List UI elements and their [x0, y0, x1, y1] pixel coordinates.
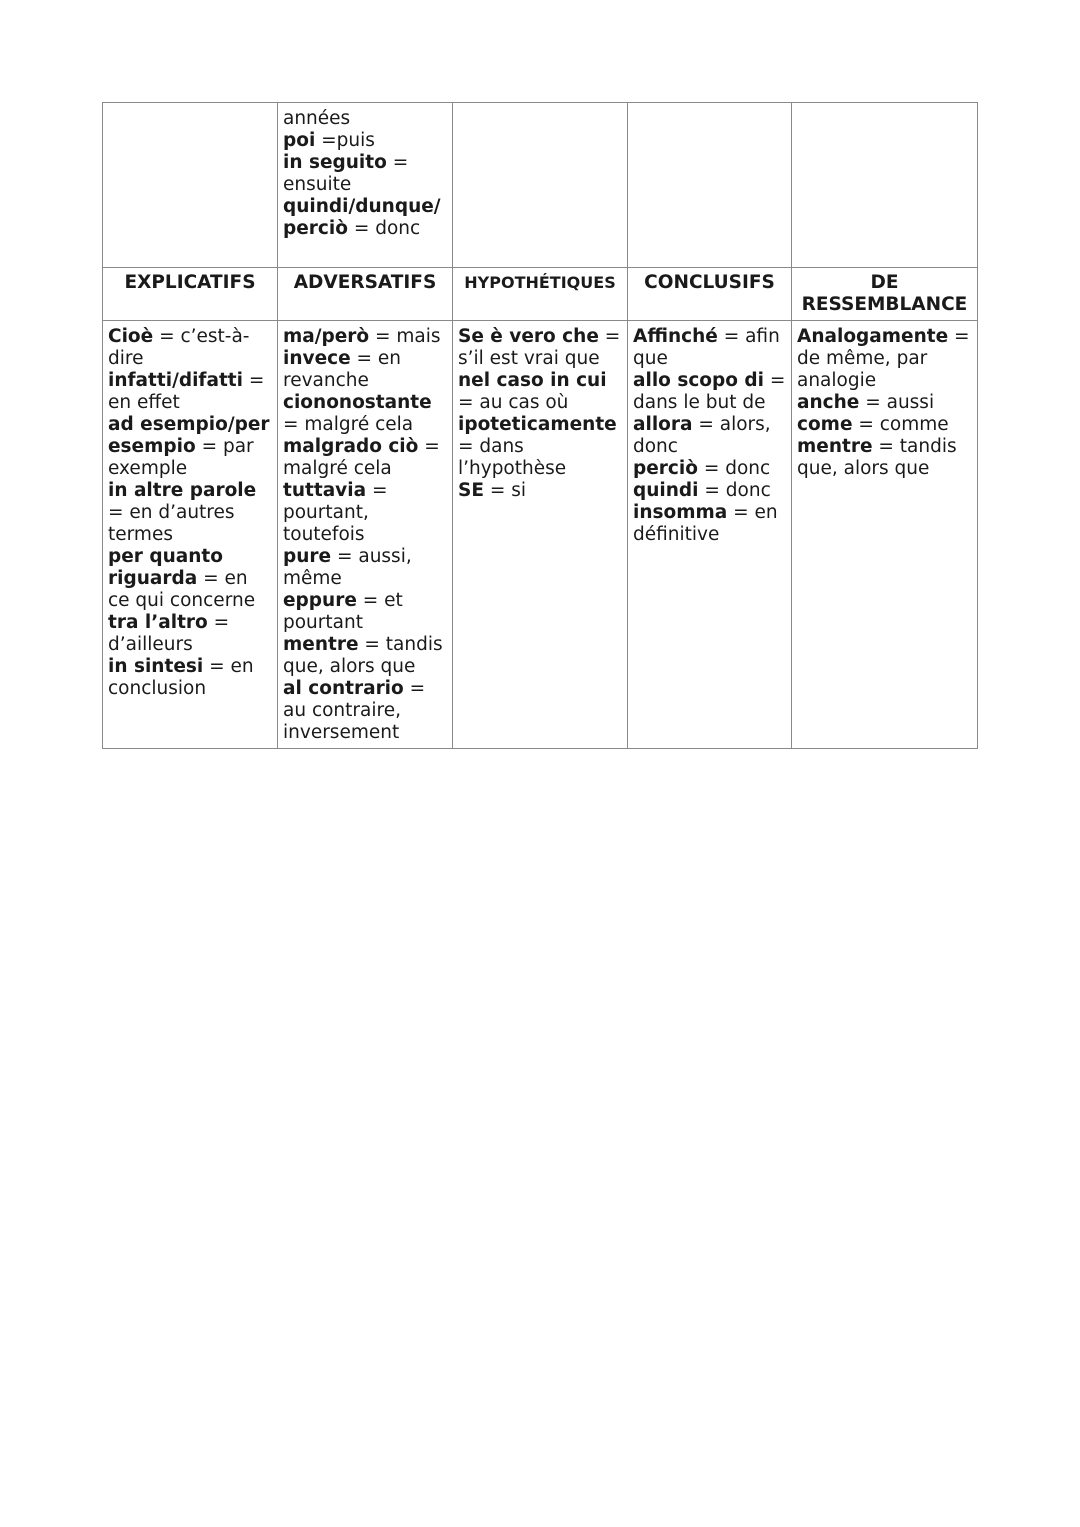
translation: = aussi, même: [283, 546, 412, 589]
term: tuttavia: [283, 480, 367, 501]
connector-entry: [633, 370, 786, 414]
cell-continuation: [278, 103, 453, 268]
column-adversatifs: [278, 321, 453, 749]
term: poi: [283, 130, 316, 151]
connector-entry: [458, 480, 622, 502]
translation: = par exemple: [108, 436, 254, 479]
term: malgrado ciò: [283, 436, 419, 457]
term: invece: [283, 348, 351, 369]
connector-entry: [108, 656, 272, 700]
translation: = dans le but de: [633, 370, 786, 413]
translation: = donc: [347, 218, 421, 239]
translation: = c’est-à-dire: [108, 326, 250, 369]
translation: = tandis que, alors que: [797, 436, 957, 479]
term: ipoteticamente: [458, 414, 617, 435]
connector-entry: [633, 326, 786, 370]
translation: = donc: [698, 480, 771, 501]
translation: = au contraire, inversement: [283, 678, 426, 743]
connector-entry: [797, 326, 972, 392]
translation: = en ce qui concerne: [108, 568, 256, 611]
connector-entry: [283, 678, 447, 744]
term: quindi/dunque/: [283, 196, 441, 217]
connector-entry: [283, 348, 447, 392]
term: allo scopo di: [633, 370, 764, 391]
connector-entry: [797, 414, 972, 436]
connector-entry: [633, 414, 786, 458]
connector-entry: [283, 546, 447, 590]
term: perciò: [633, 458, 698, 479]
header-conclusifs: CONCLUSIFS: [628, 268, 792, 321]
translation: = alors, donc: [633, 414, 771, 457]
translation: = en effet: [108, 370, 265, 413]
translation: = malgré cela: [283, 436, 440, 479]
continuation-line: [283, 108, 447, 130]
connector-entry: [283, 634, 447, 678]
column-explicatifs: [103, 321, 278, 749]
term: per quanto riguarda: [108, 546, 223, 589]
table-header-row: [103, 268, 978, 321]
translation: = en d’autres termes: [108, 502, 235, 545]
term: infatti/difatti: [108, 370, 243, 391]
translation: = en revanche: [283, 348, 402, 391]
column-conclusifs: [628, 321, 792, 749]
translation: = pourtant, toutefois: [283, 480, 388, 545]
header-hypothetiques: HYPOTHÉTIQUES: [453, 268, 628, 321]
connector-entry: [797, 436, 972, 480]
connector-entry: [283, 326, 447, 348]
connector-entry: [108, 612, 272, 656]
header-adversatifs: ADVERSATIFS: [278, 268, 453, 321]
term: al contrario: [283, 678, 404, 699]
term: tra l’altro: [108, 612, 208, 633]
continuation-line: [283, 196, 447, 218]
connector-entry: [633, 458, 786, 480]
translation: = mais: [369, 326, 441, 347]
column-de-ressemblance: [792, 321, 978, 749]
term: ciononostante: [283, 392, 432, 413]
translation: = d’ailleurs: [108, 612, 230, 655]
translation: = si: [483, 480, 527, 501]
term: SE: [458, 480, 484, 501]
term: perciò: [283, 218, 348, 239]
connector-entry: [108, 326, 272, 370]
cell-empty-4: [628, 103, 792, 268]
term: Cioè: [108, 326, 154, 347]
translation: = afin que: [633, 326, 780, 369]
cell-empty-3: [453, 103, 628, 268]
term: allora: [633, 414, 693, 435]
table-row-connectors: [103, 321, 978, 749]
connectors-table: [102, 102, 978, 749]
term: anche: [797, 392, 860, 413]
connector-entry: [283, 392, 447, 436]
column-hypothetiques: [453, 321, 628, 749]
translation: = en conclusion: [108, 656, 254, 699]
header-de-ressemblance: DE RESSEMBLANCE: [792, 268, 978, 321]
term: come: [797, 414, 853, 435]
continuation-line: [283, 130, 447, 152]
term: mentre: [797, 436, 873, 457]
connector-entry: [633, 502, 786, 546]
translation: = au cas où: [458, 392, 569, 413]
term: Se è vero che: [458, 326, 599, 347]
translation: = malgré cela: [283, 414, 414, 435]
translation: =puis: [315, 130, 375, 151]
connector-entry: [458, 414, 622, 480]
connector-entry: [458, 326, 622, 370]
term: insomma: [633, 502, 728, 523]
term: in sintesi: [108, 656, 204, 677]
translation: = en définitive: [633, 502, 778, 545]
translation: = comme: [852, 414, 949, 435]
connector-entry: [633, 480, 786, 502]
translation: = et pourtant: [283, 590, 403, 633]
continuation-line: [283, 174, 447, 196]
term: ad esempio/per esempio: [108, 414, 270, 457]
cell-empty-1: [103, 103, 278, 268]
connector-entry: [458, 370, 622, 414]
connector-entry: [108, 480, 272, 546]
translation: =: [386, 152, 409, 173]
translation: = aussi: [859, 392, 935, 413]
header-explicatifs: EXPLICATIFS: [103, 268, 278, 321]
term: eppure: [283, 590, 357, 611]
connector-entry: [108, 546, 272, 612]
translation: années: [283, 108, 351, 129]
term: in seguito: [283, 152, 387, 173]
translation: = s’il est vrai que: [458, 326, 621, 369]
term: pure: [283, 546, 332, 567]
term: Affinché: [633, 326, 718, 347]
connector-entry: [283, 590, 447, 634]
connector-entry: [108, 414, 272, 480]
continuation-line: [283, 218, 447, 240]
translation: = dans l’hypothèse: [458, 436, 567, 479]
connector-entry: [108, 370, 272, 414]
translation: = tandis que, alors que: [283, 634, 443, 677]
cell-empty-5: [792, 103, 978, 268]
term: mentre: [283, 634, 359, 655]
connector-entry: [797, 392, 972, 414]
translation: = de même, par analogie: [797, 326, 970, 391]
translation: = donc: [697, 458, 771, 479]
connector-entry: [283, 480, 447, 546]
continuation-line: [283, 152, 447, 174]
term: nel caso in cui: [458, 370, 607, 391]
term: in altre parole: [108, 480, 257, 501]
term: Analogamente: [797, 326, 949, 347]
connector-entry: [283, 436, 447, 480]
term: ma/però: [283, 326, 370, 347]
term: quindi: [633, 480, 699, 501]
translation: ensuite: [283, 174, 352, 195]
table-row-continuation: [103, 103, 978, 268]
